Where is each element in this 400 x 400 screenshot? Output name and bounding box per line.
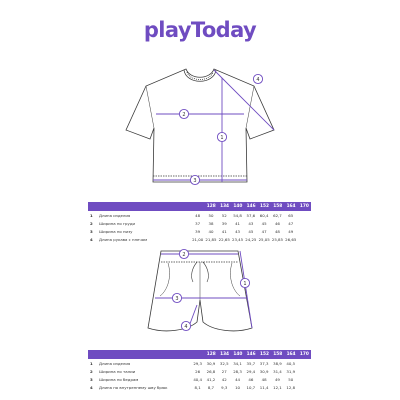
tshirt-collar (184, 70, 216, 81)
table-cell: 49 (274, 376, 280, 382)
shorts-marker-2 (179, 249, 188, 258)
table-cell: 26 (195, 368, 201, 374)
table-cell: 48 (274, 228, 280, 234)
table-cell: 38 (208, 220, 214, 226)
table-cell: 35,7 (246, 360, 256, 366)
size-header-cell: 158 (273, 352, 283, 357)
row-name: Ширина по груди (99, 220, 136, 226)
table-cell: 27 (221, 368, 227, 374)
row-name: Ширина по низу (99, 228, 133, 234)
table-cell: 46 (274, 220, 280, 226)
size-header-cell: 170 (299, 204, 309, 209)
size-header-cell: 128 (206, 352, 216, 357)
tshirt-marker-3-label: 3 (193, 178, 197, 184)
table-row (88, 211, 311, 219)
size-header-cell: 170 (299, 352, 309, 357)
table-cell: 28,3 (233, 368, 242, 374)
table-cell: 29,3 (193, 360, 202, 366)
tshirt-collar-rib (187, 72, 213, 80)
table-cell: 26,8 (206, 368, 216, 374)
table-row (88, 235, 311, 243)
table-cell: 45 (248, 228, 254, 234)
tshirt-sleeve-seam-right (246, 86, 254, 128)
table-cell: 32,5 (219, 360, 229, 366)
row-name: Длина по внутреннему шву брюк (99, 384, 168, 390)
table-cell: 54,8 (233, 212, 242, 218)
table-cell: 40,4 (193, 376, 202, 382)
table-cell: 47 (288, 220, 294, 226)
table-cell: 39 (195, 228, 201, 234)
row-number: 2 (90, 368, 93, 374)
table-cell: 30,9 (206, 360, 216, 366)
shorts-marker-2-label: 2 (182, 252, 186, 258)
table-cell: 30,9 (259, 368, 269, 374)
table-cell: 12,1 (273, 384, 282, 390)
table-cell: 12,8 (286, 384, 296, 390)
table-cell: 40,5 (286, 360, 296, 366)
tshirt-measure-lines (153, 70, 274, 182)
table-cell: 31,4 (273, 368, 282, 374)
table-cell: 25,05 (258, 236, 270, 242)
table-cell: 22,65 (218, 236, 230, 242)
size-header-cell: 164 (286, 352, 296, 357)
table-cell: 25,85 (271, 236, 283, 242)
table-cell: 62,7 (273, 212, 282, 218)
table-cell: 41 (221, 228, 227, 234)
table-cell: 23,45 (231, 236, 244, 242)
row-name: Ширина по бедрам (99, 376, 139, 382)
table-cell: 9,3 (221, 384, 228, 390)
table-cell: 34,1 (233, 360, 242, 366)
size-header-cell: 164 (286, 204, 296, 209)
tshirt-marker-1 (217, 132, 226, 141)
shorts-marker-3-label: 3 (175, 296, 179, 302)
row-number: 1 (90, 360, 93, 366)
table-cell: 52 (221, 212, 227, 218)
table-cell: 26,65 (285, 236, 297, 242)
row-name: Длина изделия (99, 212, 131, 218)
table-cell: 31,9 (286, 368, 296, 374)
shorts-marker-1-label: 1 (243, 281, 247, 287)
row-name: Длина рукава с плечом (99, 236, 148, 242)
size-header-cell: 158 (273, 204, 283, 209)
row-number: 1 (90, 212, 93, 218)
table-cell: 65 (288, 212, 294, 218)
table-cell: 10 (235, 384, 241, 390)
row-name: Ширина по талии (99, 368, 136, 374)
table-cell: 38,9 (273, 360, 282, 366)
size-header-cell: 134 (220, 352, 230, 357)
table-cell: 42 (221, 376, 227, 382)
table-cell: 45 (261, 220, 267, 226)
shorts-marker-3 (172, 293, 181, 302)
tshirt-size-header (88, 202, 311, 211)
table-cell: 43 (248, 220, 254, 226)
table-row (88, 219, 311, 227)
table-row (88, 367, 311, 375)
shorts-marker-4 (181, 321, 190, 330)
table-cell: 48 (261, 376, 267, 382)
size-header-cell: 128 (206, 204, 216, 209)
tshirt-marker-2-label: 2 (182, 112, 186, 118)
shorts-marker-4-label: 4 (184, 324, 188, 330)
row-number: 3 (90, 376, 93, 382)
table-cell: 40 (208, 228, 214, 234)
shorts-line-length (240, 251, 252, 328)
table-cell: 41,2 (206, 376, 216, 382)
tshirt-drawing (126, 69, 274, 182)
shorts-drawing (148, 251, 252, 331)
brand-logo: playToday (143, 18, 257, 42)
table-cell: 43 (235, 228, 241, 234)
row-number: 2 (90, 220, 93, 226)
table-cell: 21,00 (192, 236, 204, 242)
tshirt-marker-2 (179, 109, 188, 118)
row-number: 4 (90, 236, 93, 242)
table-cell: 10,7 (246, 384, 256, 390)
row-number: 4 (90, 384, 93, 390)
table-cell: 48 (195, 212, 201, 218)
table-cell: 60,4 (259, 212, 269, 218)
table-cell: 49 (288, 228, 294, 234)
row-name: Длина изделия (99, 360, 131, 366)
tshirt-outline (126, 69, 274, 182)
tshirt-marker-1-label: 1 (220, 135, 224, 141)
row-number: 3 (90, 228, 93, 234)
table-cell: 11,4 (259, 384, 269, 390)
shorts-pocket-right (230, 263, 240, 296)
table-cell: 39 (221, 220, 227, 226)
size-header-cell: 140 (233, 352, 243, 357)
tshirt-marker-3 (190, 175, 199, 184)
table-cell: 44 (235, 376, 241, 382)
shorts-marker-1 (240, 278, 249, 287)
shorts-pocket-left (160, 263, 170, 296)
shorts-size-header (88, 350, 311, 359)
table-row (88, 383, 311, 391)
size-header-cell: 146 (246, 352, 256, 357)
size-header-cell: 134 (220, 204, 230, 209)
shorts-size-table (88, 350, 311, 391)
table-row (88, 359, 311, 367)
table-row (88, 227, 311, 235)
table-row (88, 375, 311, 383)
tshirt-line-sleeve (214, 70, 274, 130)
table-cell: 57,6 (246, 212, 256, 218)
table-cell: 50 (208, 212, 214, 218)
table-cell: 37,3 (259, 360, 269, 366)
table-cell: 24,25 (245, 236, 257, 242)
table-cell: 37 (195, 220, 201, 226)
tshirt-marker-4-label: 4 (256, 77, 260, 83)
table-cell: 8,7 (207, 384, 215, 390)
size-header-cell: 152 (259, 204, 269, 209)
tshirt-markers (179, 74, 262, 184)
tshirt-marker-4 (253, 74, 262, 83)
table-cell: 41 (235, 220, 241, 226)
table-cell: 46 (248, 376, 254, 382)
table-cell: 29,4 (246, 368, 256, 374)
size-header-cell: 140 (233, 204, 243, 209)
size-header-cell: 146 (246, 204, 256, 209)
table-cell: 21,85 (205, 236, 217, 242)
table-cell: 8,1 (194, 384, 201, 390)
table-cell: 47 (261, 228, 267, 234)
size-header-cell: 152 (259, 352, 269, 357)
table-cell: 50 (288, 376, 294, 382)
shorts-markers (172, 249, 249, 330)
tshirt-size-table (88, 202, 311, 243)
tshirt-sleeve-seam-left (146, 86, 154, 128)
